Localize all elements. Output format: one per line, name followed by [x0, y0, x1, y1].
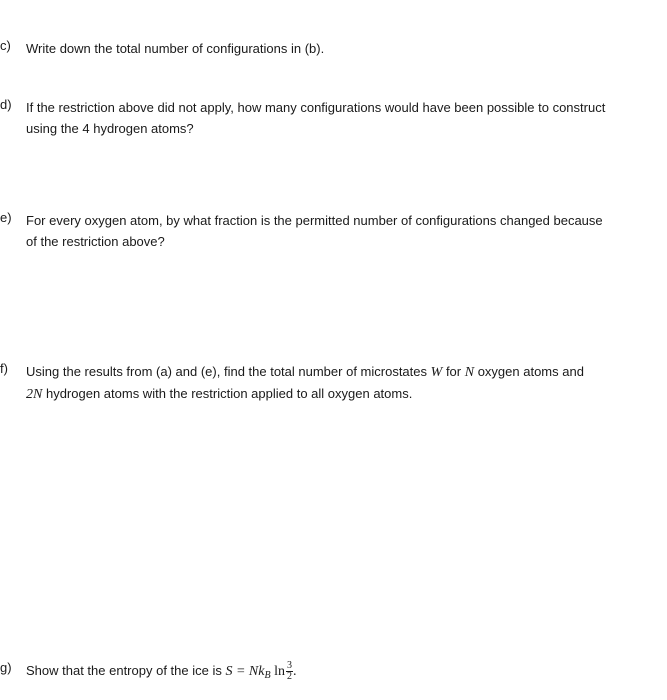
question-f-line1-a: Using the results from (a) and (e), find the total number of microstates [26, 364, 428, 379]
question-e-line1: For every oxygen atom, by what fraction is the permitted number of configurations changed because [26, 213, 603, 228]
question-c-label: c) [0, 38, 11, 53]
equation-lhs: S = Nk [225, 664, 265, 679]
fraction-denominator: 2 [286, 671, 292, 683]
question-e-text [26, 210, 660, 252]
question-f-line2-text: hydrogen atoms with the restriction applied to all oxygen atoms. [45, 386, 413, 401]
question-f-line2 [26, 383, 660, 405]
question-c-text [26, 38, 660, 59]
entropy-equation [225, 660, 297, 683]
question-e-label: e) [0, 210, 12, 225]
question-g-text [26, 660, 660, 686]
question-d-text [26, 97, 660, 139]
question-g-label: g) [0, 660, 12, 675]
variable-w: W [430, 365, 443, 380]
question-f-line1-b: for [445, 364, 462, 379]
question-g-statement: Show that the entropy of the ice is [26, 663, 222, 678]
variable-n: N [464, 365, 475, 380]
question-f-line1 [26, 361, 660, 383]
question-d-line2: using the 4 hydrogen atoms? [26, 121, 194, 136]
question-d-line1: If the restriction above did not apply, how many configurations would have been possible to construct [26, 100, 606, 115]
question-d-label: d) [0, 97, 12, 112]
fraction-numerator: 3 [286, 660, 292, 672]
question-e-line2: of the restriction above? [26, 234, 165, 249]
equation-fraction [286, 661, 293, 682]
equation-subscript: B [264, 670, 271, 681]
question-f-text [26, 361, 660, 405]
equation-ln: ln [274, 664, 285, 679]
question-f-line1-c: oxygen atoms and [477, 364, 584, 379]
question-f-label: f) [0, 361, 8, 376]
question-c-line1: Write down the total number of configurations in (b). [26, 41, 325, 56]
variable-2n: 2N [26, 387, 43, 402]
equation-end: . [292, 664, 297, 679]
